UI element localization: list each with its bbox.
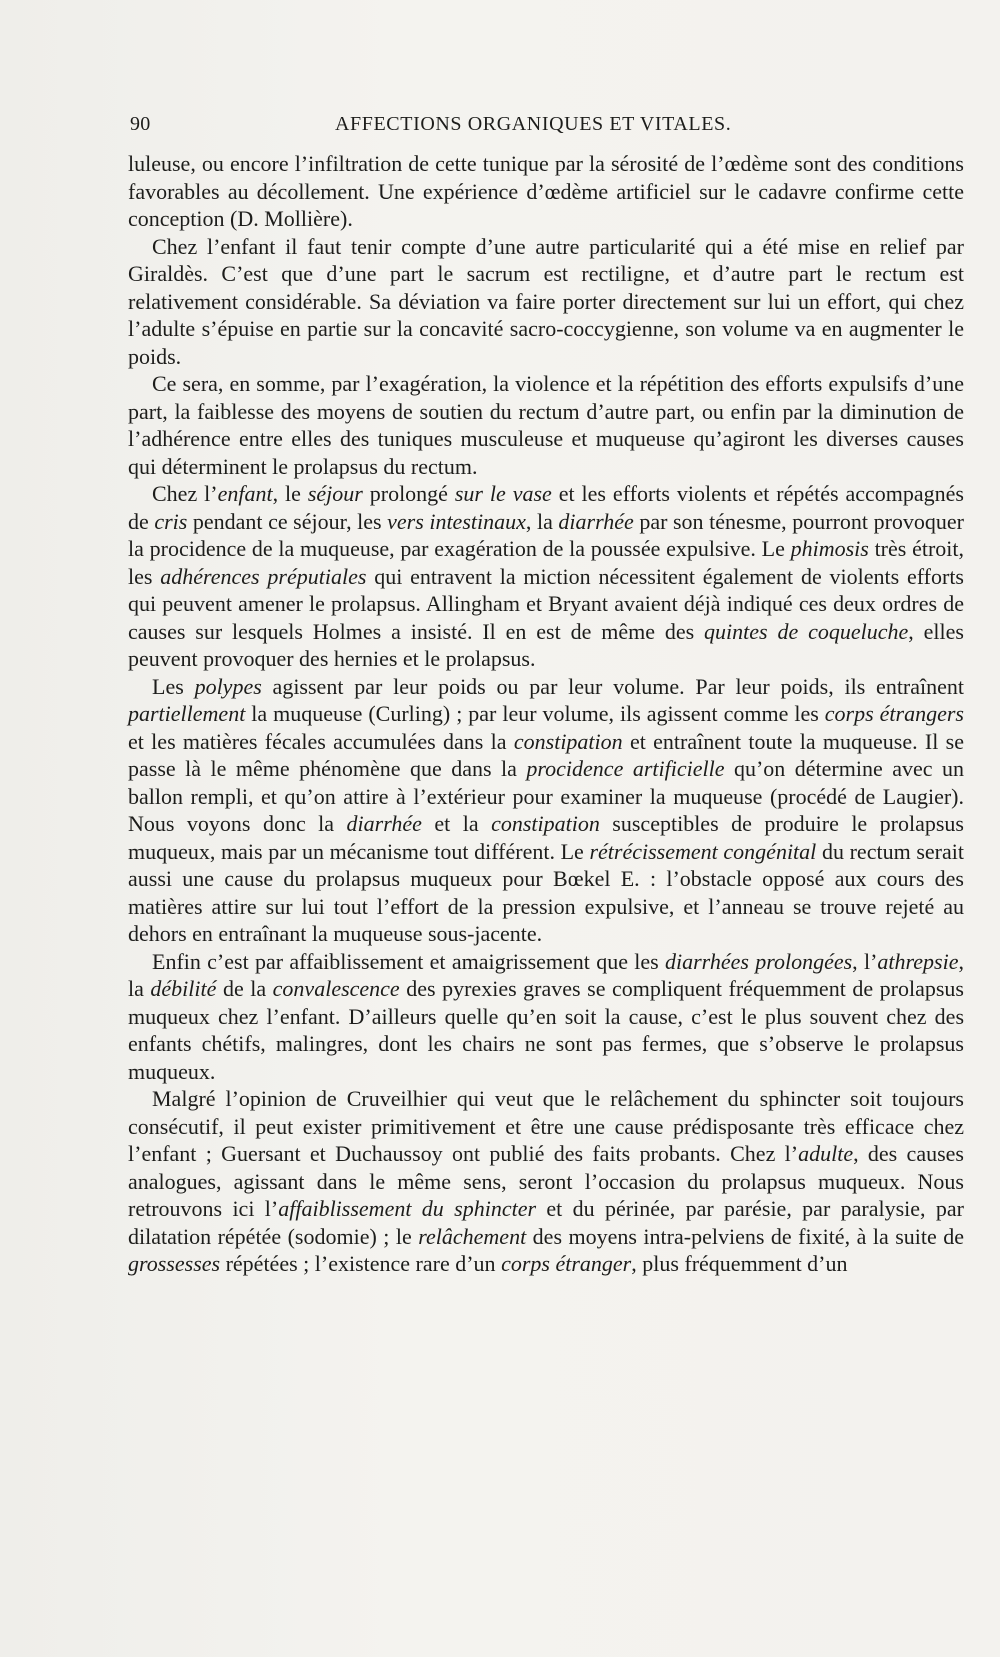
italic-text: débilité [150, 976, 217, 1001]
italic-text: diarrhées prolongées [665, 948, 853, 974]
italic-text: quintes de coqueluche [704, 618, 909, 644]
text-run: , la [525, 508, 559, 534]
text-run: des moyens intra-pelviens de fixité, à la suite de [526, 1223, 965, 1249]
text-run: du rectum serait aussi une cause du prolapsus muqueux pour Bœkel E. : l’obstacle opposé aux cours des matières attire sur lui tout l’effort de la pression expulsive, et l’anneau se trouve rejeté au dehors en entraînant la muqueuse sous-jacente. [128, 838, 964, 946]
body-text [128, 150, 964, 1278]
italic-text: enfant [217, 481, 273, 506]
text-run: prolongé [362, 481, 455, 506]
text-run: , l’ [852, 948, 878, 974]
text-run: des pyrexies graves se compliquent fréquemment de prolapsus muqueux chez l’enfant. D’ailleurs quelle qu’en soit la cause, c’est le plus souvent chez des enfants chétifs, malingres, dont les chairs ne sont pas fermes, que s’observe le prolapsus muqueux. [128, 976, 964, 1084]
italic-text: corps étrangers [824, 701, 964, 726]
italic-text: séjour [307, 481, 363, 506]
text-run: très étroit, les [128, 536, 964, 589]
text-run: , le [272, 481, 308, 506]
text-run: Chez l’ [152, 481, 218, 506]
italic-text: polypes [194, 673, 262, 699]
running-title: AFFECTIONS ORGANIQUES ET VITALES. [335, 113, 732, 135]
text-run: Chez l’enfant il faut tenir compte d’une autre particularité qui a été mise en relief par Giraldès. C’est que d’une part le sacrum est rectiligne, et d’autre part le rectum est relativement considérable. Sa déviation va faire porter directement sur lui un effort, qui chez l’adulte s’épuise en partie sur la concavité sacro-coccygienne, son volume va en augmenter le poids. [128, 233, 964, 369]
text-run: luleuse, ou encore l’infiltration de cette tunique par la sérosité de l’œdème sont des conditions favorables au décollement. Une expérience d’œdème artificiel sur le cadavre confirme cette conception (D. Mollière). [128, 151, 964, 231]
italic-text: constipation [491, 811, 600, 836]
text-run: et entraînent toute la muqueuse. Il se passe là le même phénomène que dans la [128, 728, 964, 781]
italic-text: partiellement [128, 701, 246, 726]
text-run: et la [421, 811, 492, 836]
text-run: Malgré l’opinion de Cruveilhier qui veut que le relâchement du sphincter soit toujours consécutif, il peut exister primitivement et être une cause prédisposante très efficace chez l’enfant ; Guersant et Duchaussoy ont publié des faits probants. Chez l’ [128, 1086, 964, 1166]
paragraph [128, 233, 964, 371]
italic-text: grossesses [128, 1251, 221, 1276]
italic-text: affaiblissement du sphincter [278, 1196, 537, 1221]
italic-text: constipation [513, 728, 623, 754]
text-run: , la [128, 948, 964, 1001]
paragraph [128, 150, 964, 233]
italic-text: procidence artificielle [526, 756, 725, 781]
text-run: répétées ; l’existence rare d’un [220, 1251, 502, 1276]
text-run: et les efforts violents et répétés accompagnés de [128, 481, 964, 534]
text-run: susceptibles de produire le prolapsus muqueux, mais par un mécanisme tout différent. Le [128, 811, 964, 864]
text-run: Enfin c’est par affaiblissement et amaigrissement que les [152, 948, 665, 974]
italic-text: sur le vase [454, 481, 552, 506]
text-run: pendant ce séjour, les [187, 508, 388, 534]
italic-text: corps étranger [501, 1251, 632, 1276]
italic-text: relâchement [418, 1223, 527, 1249]
text-run: , des causes analogues, agissant dans le même sens, seront l’occasion du prolapsus muqueux. Nous retrouvons ici l’ [128, 1141, 964, 1221]
text-run: par son ténesme, pourront provoquer la procidence de la muqueuse, par exagération de la poussée expulsive. Le [128, 508, 964, 561]
paragraph [128, 370, 964, 480]
text-run: et les matières fécales accumulées dans la [128, 728, 514, 754]
paragraph [128, 1085, 964, 1278]
italic-text: cris [154, 508, 188, 534]
page-number: 90 [130, 113, 151, 135]
text-run: qui entravent la miction nécessitent également de violents efforts qui peuvent amener le prolapsus. Allingham et Bryant avaient déjà indiqué ces deux ordres de causes sur lesquels Holmes a insisté. Il en est de même des [128, 563, 964, 644]
text-run: qu’on détermine avec un ballon rempli, et qu’on attire à l’extérieur pour examiner la muqueuse (procédé de Laugier). Nous voyons donc la [128, 756, 964, 836]
italic-text: athrepsie [877, 948, 959, 974]
paragraph [128, 948, 964, 1086]
italic-text: diarrhée [558, 508, 634, 534]
paragraph [128, 673, 964, 948]
text-run: agissent par leur poids ou par leur volume. Par leur poids, ils entraînent [261, 673, 965, 699]
paragraph [128, 480, 964, 673]
italic-text: rétrécissement congénital [589, 838, 817, 864]
text-run: de la [216, 976, 273, 1001]
italic-text: convalescence [272, 976, 400, 1001]
italic-text: phimosis [790, 536, 869, 561]
italic-text: diarrhée [346, 811, 422, 836]
text-run: , elles peuvent provoquer des hernies et le prolapsus. [128, 618, 964, 671]
page-header [130, 113, 966, 143]
text-run: et du périnée, par parésie, par paralysie, par dilatation répétée (sodomie) ; le [128, 1196, 964, 1249]
text-run: , plus fréquemment d’un [631, 1251, 848, 1276]
italic-text: adhérences préputiales [160, 563, 367, 589]
text-run: Les [152, 673, 195, 699]
text-run: la muqueuse (Curling) ; par leur volume, ils agissent comme les [245, 701, 825, 726]
italic-text: adulte [798, 1141, 854, 1166]
italic-text: vers intestinaux [387, 508, 526, 534]
text-run: Ce sera, en somme, par l’exagération, la violence et la répétition des efforts expulsifs d’une part, la faiblesse des moyens de soutien du rectum d’autre part, ou enfin par la diminution de l’adhérence entre elles des tuniques musculeuse et muqueuse qu’agiront les diverses causes qui déterminent le prolapsus du rectum. [128, 371, 964, 479]
